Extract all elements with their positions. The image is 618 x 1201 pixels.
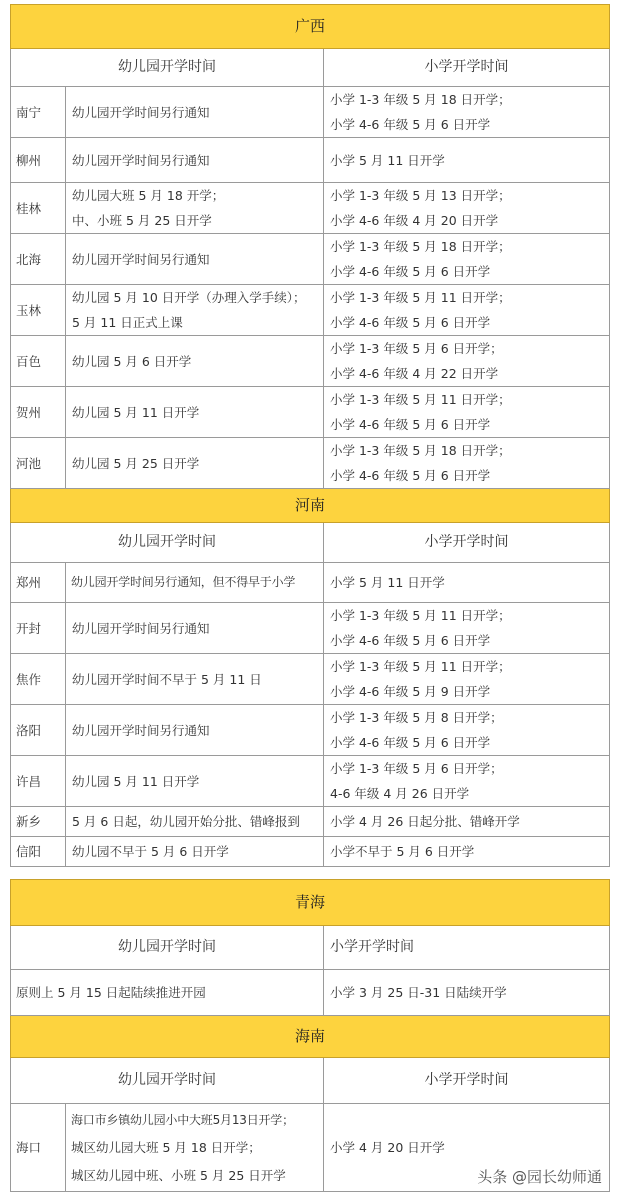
text-line: 小学 1-3 年级 5 月 18 日开学； bbox=[330, 443, 511, 458]
col-header-primary: 小学开学时间 bbox=[324, 49, 610, 87]
text-line: 小学不早于 5 月 6 日开学 bbox=[330, 844, 475, 859]
col-header-kindergarten: 幼儿园开学时间 bbox=[11, 523, 324, 563]
kindergarten-cell bbox=[66, 138, 324, 183]
text-line: 小学 1-3 年级 5 月 6 日开学； bbox=[330, 341, 503, 356]
primary-cell bbox=[324, 87, 610, 138]
text-line: 幼儿园 5 月 11 日开学 bbox=[72, 404, 200, 420]
table-row bbox=[11, 603, 610, 654]
text-line: 小学 4-6 年级 4 月 20 日开学 bbox=[330, 213, 499, 228]
text-line: 城区幼儿园中班、小班 5 月 25 日开学 bbox=[71, 1167, 286, 1183]
text-line: 小学 4-6 年级 5 月 6 日开学 bbox=[330, 117, 491, 132]
text-line: 幼儿园不早于 5 月 6 日开学 bbox=[72, 844, 229, 859]
text-line: 幼儿园开学时间另行通知 bbox=[72, 722, 210, 738]
city-name: 信阳 bbox=[11, 837, 66, 867]
table-row bbox=[11, 183, 610, 234]
city-name: 开封 bbox=[11, 603, 66, 654]
text-line: 小学 1-3 年级 5 月 11 日开学； bbox=[330, 290, 511, 305]
primary-cell: 小学 4 月 20 日开学 bbox=[324, 1104, 610, 1192]
kindergarten-cell bbox=[66, 438, 324, 489]
city-name: 柳州 bbox=[11, 138, 66, 183]
col-header-kindergarten: 幼儿园开学时间 bbox=[11, 1058, 324, 1104]
text-line: 幼儿园开学时间另行通知 bbox=[72, 104, 210, 120]
kindergarten-cell bbox=[66, 1104, 324, 1192]
text-line: 幼儿园 5 月 11 日开学 bbox=[72, 773, 200, 789]
city-name: 南宁 bbox=[11, 87, 66, 138]
qinghai-hainan-table bbox=[10, 879, 610, 1192]
kindergarten-cell bbox=[66, 807, 324, 837]
city-name: 焦作 bbox=[11, 654, 66, 705]
text-line: 城区幼儿园大班 5 月 18 日开学； bbox=[71, 1139, 261, 1155]
city-name: 许昌 bbox=[11, 756, 66, 807]
watermark: 头条 @园长幼师通 bbox=[477, 1168, 602, 1186]
city-name: 郑州 bbox=[11, 563, 66, 603]
city-name: 桂林 bbox=[11, 183, 66, 234]
primary-cell bbox=[324, 603, 610, 654]
text-line: 小学 4-6 年级 5 月 6 日开学 bbox=[330, 468, 491, 483]
text-line: 幼儿园 5 月 6 日开学 bbox=[72, 353, 192, 369]
kindergarten-cell bbox=[66, 336, 324, 387]
city-name: 玉林 bbox=[11, 285, 66, 336]
primary-cell: 小学 3 月 25 日-31 日陆续开学 bbox=[324, 970, 610, 1016]
text-line: 小学 4-6 年级 5 月 6 日开学 bbox=[330, 264, 491, 279]
text-line: 幼儿园开学时间另行通知 bbox=[72, 620, 210, 636]
guangxi-henan-table bbox=[10, 4, 610, 867]
text-line: 小学 4-6 年级 5 月 6 日开学 bbox=[330, 417, 491, 432]
text-line: 5 月 6 日起，幼儿园开始分批、错峰报到 bbox=[72, 814, 300, 829]
kindergarten-cell bbox=[66, 705, 324, 756]
text-line: 幼儿园开学时间不早于 5 月 11 日 bbox=[72, 671, 262, 687]
text-line: 幼儿园开学时间另行通知，但不得早于小学 bbox=[71, 575, 296, 589]
text-line: 小学 4-6 年级 4 月 22 日开学 bbox=[330, 366, 499, 381]
primary-cell bbox=[324, 807, 610, 837]
text-line: 小学 1-3 年级 5 月 11 日开学； bbox=[330, 392, 511, 407]
section-header-henan: 河南 bbox=[11, 489, 610, 523]
city-name: 贺州 bbox=[11, 387, 66, 438]
primary-cell bbox=[324, 387, 610, 438]
text-line: 小学 1-3 年级 5 月 13 日开学； bbox=[330, 188, 511, 203]
table-row bbox=[11, 807, 610, 837]
text-line: 小学 4-6 年级 5 月 6 日开学 bbox=[330, 735, 491, 750]
kindergarten-cell bbox=[66, 387, 324, 438]
text-line: 小学 1-3 年级 5 月 11 日开学； bbox=[330, 608, 511, 623]
primary-cell bbox=[324, 285, 610, 336]
kindergarten-cell bbox=[66, 183, 324, 234]
primary-cell bbox=[324, 705, 610, 756]
table-row bbox=[11, 336, 610, 387]
primary-cell bbox=[324, 756, 610, 807]
kindergarten-cell bbox=[66, 285, 324, 336]
section-header-hainan: 海南 bbox=[11, 1016, 610, 1058]
text-line: 小学 5 月 11 日开学 bbox=[330, 575, 445, 590]
table-row bbox=[11, 654, 610, 705]
primary-cell bbox=[324, 336, 610, 387]
text-line: 5 月 11 日正式上课 bbox=[72, 315, 183, 330]
text-line: 海口市乡镇幼儿园小中大班5月13日开学； bbox=[71, 1112, 294, 1127]
section-header-guangxi: 广西 bbox=[11, 5, 610, 49]
table-row bbox=[11, 387, 610, 438]
table-row bbox=[11, 438, 610, 489]
table-row bbox=[11, 970, 610, 1016]
col-header-kindergarten: 幼儿园开学时间 bbox=[11, 926, 324, 970]
city-name: 洛阳 bbox=[11, 705, 66, 756]
primary-cell bbox=[324, 654, 610, 705]
text-line: 小学 4-6 年级 5 月 6 日开学 bbox=[330, 315, 491, 330]
city-name: 河池 bbox=[11, 438, 66, 489]
text-line: 幼儿园开学时间另行通知 bbox=[72, 251, 210, 267]
kindergarten-cell bbox=[66, 563, 324, 603]
primary-cell bbox=[324, 234, 610, 285]
text-line: 小学 4-6 年级 5 月 6 日开学 bbox=[330, 633, 491, 648]
primary-cell bbox=[324, 438, 610, 489]
text-line: 小学 1-3 年级 5 月 6 日开学； bbox=[330, 761, 503, 776]
text-line: 小学 1-3 年级 5 月 11 日开学； bbox=[330, 659, 511, 674]
text-line: 幼儿园大班 5 月 18 开学； bbox=[72, 188, 225, 203]
col-header-kindergarten: 幼儿园开学时间 bbox=[11, 49, 324, 87]
section-header-qinghai: 青海 bbox=[11, 880, 610, 926]
table-row bbox=[11, 705, 610, 756]
table-row bbox=[11, 563, 610, 603]
city-name: 海口 bbox=[11, 1104, 66, 1192]
col-header-primary: 小学开学时间 bbox=[324, 926, 610, 970]
col-header-primary: 小学开学时间 bbox=[324, 1058, 610, 1104]
text-line: 小学 1-3 年级 5 月 8 日开学； bbox=[330, 710, 503, 725]
kindergarten-cell bbox=[66, 603, 324, 654]
primary-cell bbox=[324, 183, 610, 234]
text-line: 小学 4 月 26 日起分批、错峰开学 bbox=[330, 814, 520, 829]
primary-cell bbox=[324, 563, 610, 603]
text-line: 中、小班 5 月 25 日开学 bbox=[72, 213, 212, 228]
table-row bbox=[11, 756, 610, 807]
table-row bbox=[11, 138, 610, 183]
kindergarten-cell: 原则上 5 月 15 日起陆续推进开园 bbox=[11, 970, 324, 1016]
col-header-primary: 小学开学时间 bbox=[324, 523, 610, 563]
text-line: 幼儿园 5 月 25 日开学 bbox=[72, 455, 200, 471]
text-line: 小学 4-6 年级 5 月 9 日开学 bbox=[330, 684, 491, 699]
kindergarten-cell bbox=[66, 837, 324, 867]
primary-cell bbox=[324, 138, 610, 183]
kindergarten-cell bbox=[66, 234, 324, 285]
city-name: 百色 bbox=[11, 336, 66, 387]
text-line: 小学 1-3 年级 5 月 18 日开学； bbox=[330, 92, 511, 107]
table-row bbox=[11, 837, 610, 867]
text-line: 小学 1-3 年级 5 月 18 日开学； bbox=[330, 239, 511, 254]
city-name: 新乡 bbox=[11, 807, 66, 837]
table-row bbox=[11, 234, 610, 285]
kindergarten-cell bbox=[66, 87, 324, 138]
primary-cell bbox=[324, 837, 610, 867]
kindergarten-cell bbox=[66, 756, 324, 807]
text-line: 4-6 年级 4 月 26 日开学 bbox=[330, 786, 470, 801]
city-name: 北海 bbox=[11, 234, 66, 285]
text-line: 小学 5 月 11 日开学 bbox=[330, 152, 445, 168]
text-line: 幼儿园 5 月 10 日开学（办理入学手续）； bbox=[72, 290, 306, 305]
table-row bbox=[11, 87, 610, 138]
text-line: 幼儿园开学时间另行通知 bbox=[72, 152, 210, 168]
table-row bbox=[11, 285, 610, 336]
kindergarten-cell bbox=[66, 654, 324, 705]
